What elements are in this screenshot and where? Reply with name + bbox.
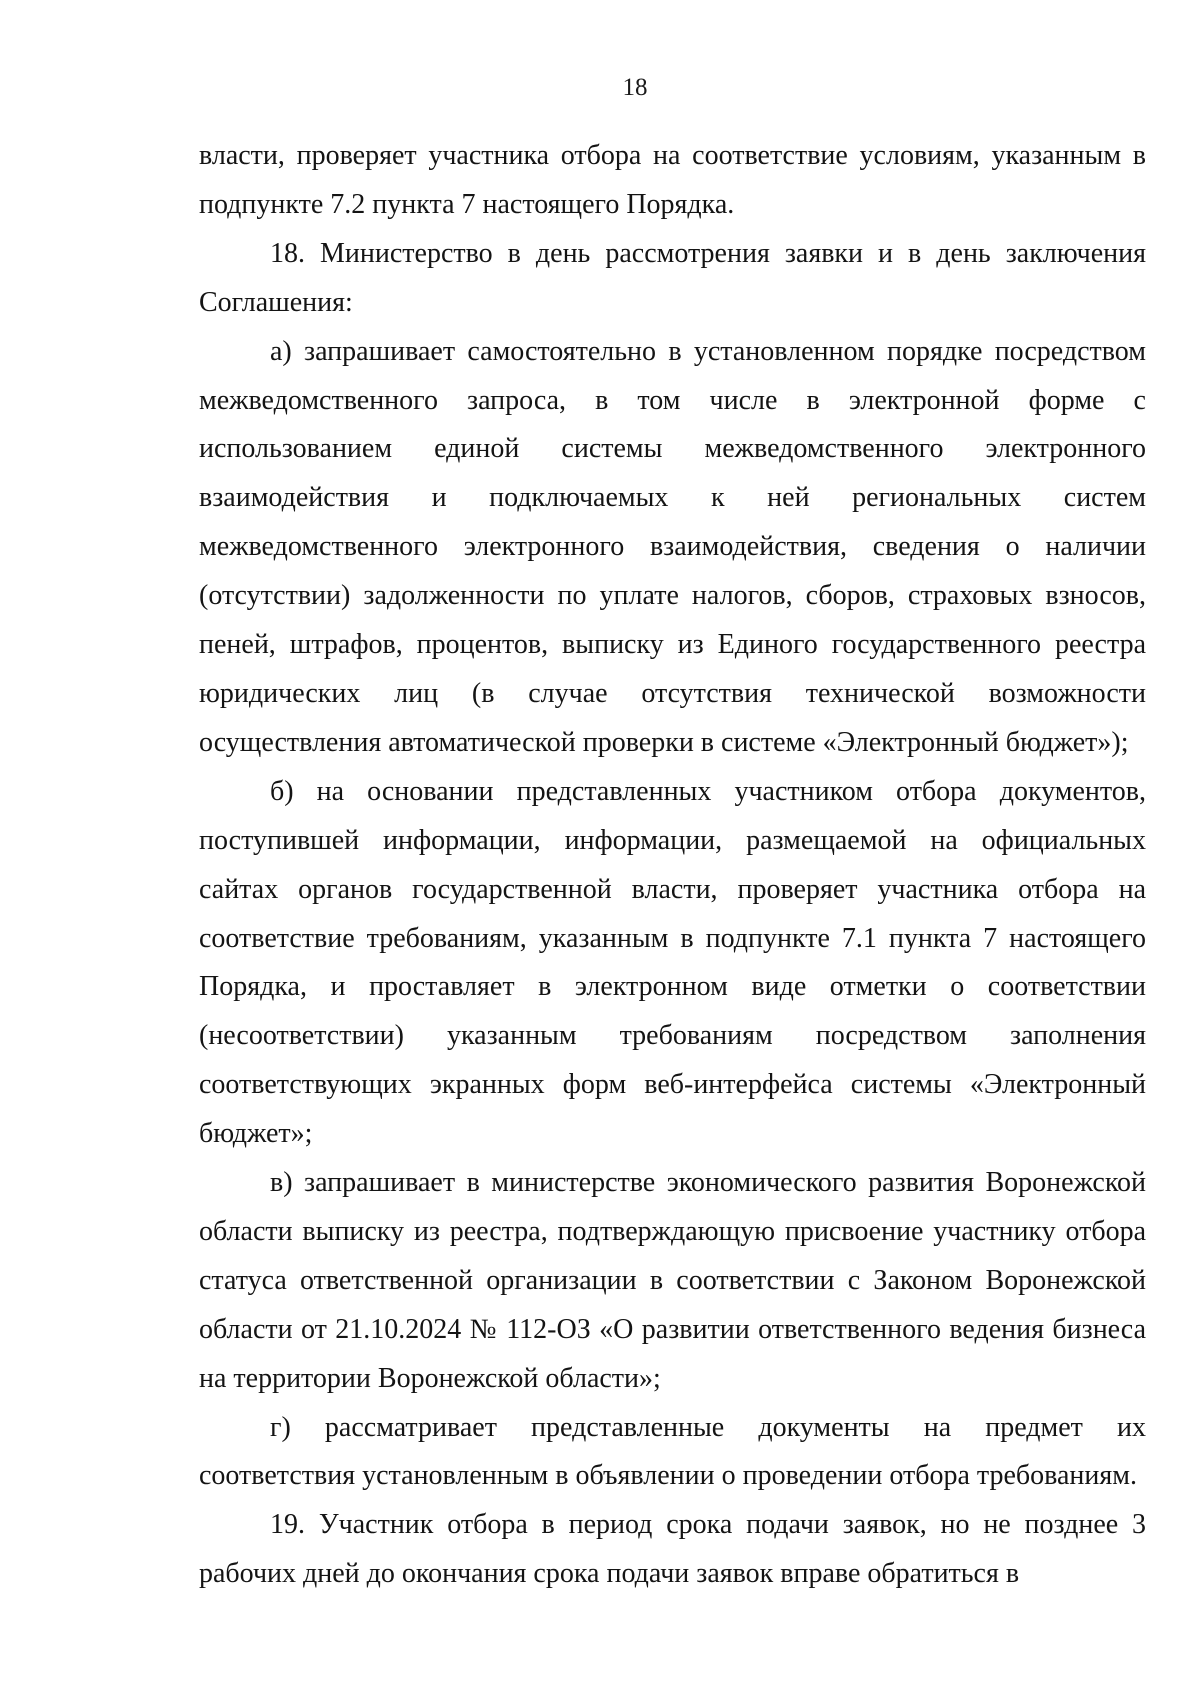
paragraph-continuation: власти, проверяет участника отбора на соответствие условиям, указанным в подпункте 7.2 пункта 7 настоящего Порядка.	[199, 140, 1146, 220]
document-body	[199, 132, 1146, 1599]
paragraph-subitem-a: а) запрашивает самостоятельно в установленном порядке посредством межведомственного запроса, в том числе в электронной форме с использованием единой системы межведомственного электронного взаимодействия и подключаемых к ней региональных систем межведомственного электронного взаимодействия, сведения о наличии (отсутствии) задолженности по уплате налогов, сборов, страховых взносов, пеней, штрафов, процентов, выписку из Единого государственного реестра юридических лиц (в случае отсутствия технической возможности осуществления автоматической проверки в системе «Электронный бюджет»);	[199, 335, 1146, 758]
paragraph-subitem-g: г) рассматривает представленные документы на предмет их соответствия установленным в объявлении о проведении отбора требованиям.	[199, 1411, 1146, 1492]
paragraph-item-18: 18. Министерство в день рассмотрения заявки и в день заключения Соглашения:	[199, 237, 1146, 318]
paragraph-subitem-v: в) запрашивает в министерстве экономического развития Воронежской области выписку из реестра, подтверждающую присвоение участнику отбора статуса ответственной организации в соответствии с Законом Воронежской области от 21.10.2024 № 112-ОЗ «О развитии ответственного ведения бизнеса на территории Воронежской области»;	[199, 1167, 1146, 1394]
page-number: 18	[622, 74, 648, 101]
paragraph-item-19: 19. Участник отбора в период срока подачи заявок, но не позднее 3 рабочих дней до окончания срока подачи заявок вправе обратиться в	[199, 1509, 1146, 1590]
paragraph-subitem-b: б) на основании представленных участником отбора документов, поступившей информации, информации, размещаемой на официальных сайтах органов государственной власти, проверяет участника отбора на соответствие требованиям, указанным в подпункте 7.1 пункта 7 настоящего Порядка, и проставляет в электронном виде отметки о соответствии (несоответствии) указанным требованиям посредством заполнения соответствующих экранных форм веб-интерфейса системы «Электронный бюджет»;	[199, 775, 1146, 1150]
